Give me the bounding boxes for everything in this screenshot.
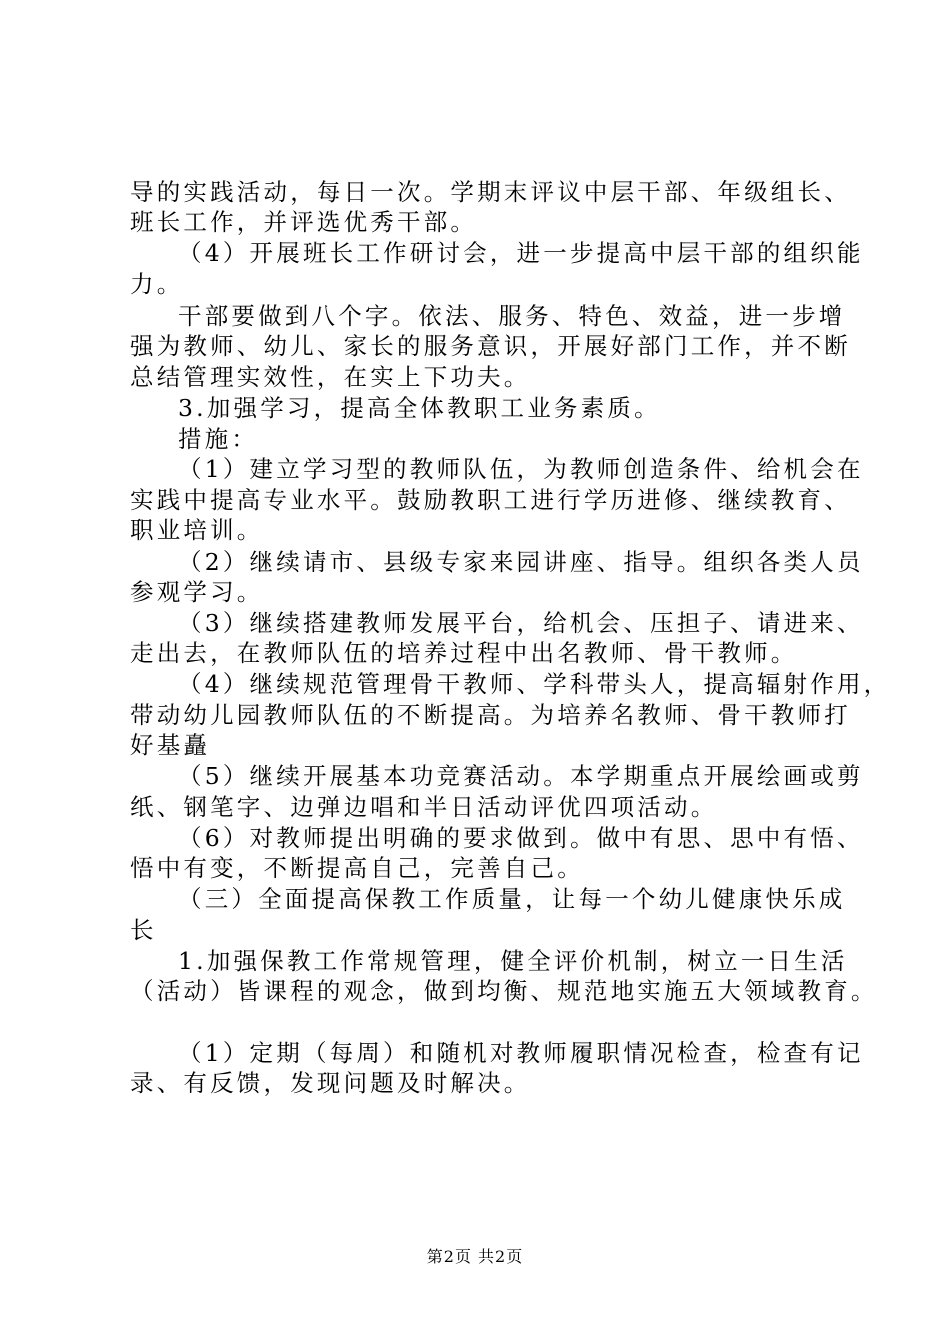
text-line-23: 悟中有变，不断提高自己，完善自己。 bbox=[130, 854, 584, 882]
text-line-27: （活动）皆课程的观念，做到均衡、规范地实施五大领域教育。 bbox=[130, 977, 878, 1005]
text-line-28: （1）定期（每周）和随机对教师履职情况检查，检查有记 bbox=[178, 1039, 864, 1067]
page-footer: 第2页 共2页 bbox=[426, 1247, 524, 1266]
text-line-7: 总结管理实效性，在实上下功夫。 bbox=[130, 363, 531, 391]
text-line-29: 录、有反馈，发现问题及时解决。 bbox=[130, 1069, 531, 1097]
text-line-13: （2）继续请市、县级专家来园讲座、指导。组织各类人员 bbox=[178, 548, 864, 576]
text-line-1: 导的实践活动，每日一次。学期末评议中层干部、年级组长、 bbox=[130, 178, 851, 206]
text-line-9: 措施： bbox=[178, 425, 259, 453]
text-line-15: （3）继续搭建教师发展平台，给机会、压担子、请进来、 bbox=[178, 609, 864, 637]
text-line-26: 1.加强保教工作常规管理，健全评价机制，树立一日生活 bbox=[178, 947, 848, 975]
text-line-21: 纸、钢笔字、边弹边唱和半日活动评优四项活动。 bbox=[130, 793, 718, 821]
text-line-10: （1）建立学习型的教师队伍，为教师创造条件、给机会在 bbox=[178, 455, 864, 483]
text-line-16: 走出去，在教师队伍的培养过程中出名教师、骨干教师。 bbox=[130, 639, 798, 667]
text-line-6: 强为教师、幼儿、家长的服务意识，开展好部门工作，并不断 bbox=[130, 332, 851, 360]
text-line-5: 干部要做到八个字。依法、服务、特色、效益，进一步增 bbox=[178, 302, 846, 330]
text-line-25: 长 bbox=[130, 916, 157, 944]
text-line-18: 带动幼儿园教师队伍的不断提高。为培养名教师、骨干教师打 bbox=[130, 701, 851, 729]
text-line-17: （4）继续规范管理骨干教师、学科带头人，提高辐射作用， bbox=[178, 670, 891, 698]
text-line-11: 实践中提高专业水平。鼓励教职工进行学历进修、继续教育、 bbox=[130, 486, 851, 514]
text-line-8: 3.加强学习，提高全体教职工业务素质。 bbox=[178, 394, 661, 422]
text-line-22: （6）对教师提出明确的要求做到。做中有思、思中有悟、 bbox=[178, 824, 864, 852]
text-line-4: 力。 bbox=[130, 270, 184, 298]
text-line-12: 职业培训。 bbox=[130, 516, 264, 544]
text-line-20: （5）继续开展基本功竞赛活动。本学期重点开展绘画或剪 bbox=[178, 762, 864, 790]
text-line-3: （4）开展班长工作研讨会，进一步提高中层干部的组织能 bbox=[178, 239, 864, 267]
text-line-14: 参观学习。 bbox=[130, 578, 264, 606]
text-line-24: （三）全面提高保教工作质量，让每一个幼儿健康快乐成 bbox=[178, 885, 846, 913]
text-line-2: 班长工作，并评选优秀干部。 bbox=[130, 208, 478, 236]
text-line-19: 好基矗 bbox=[130, 731, 211, 759]
